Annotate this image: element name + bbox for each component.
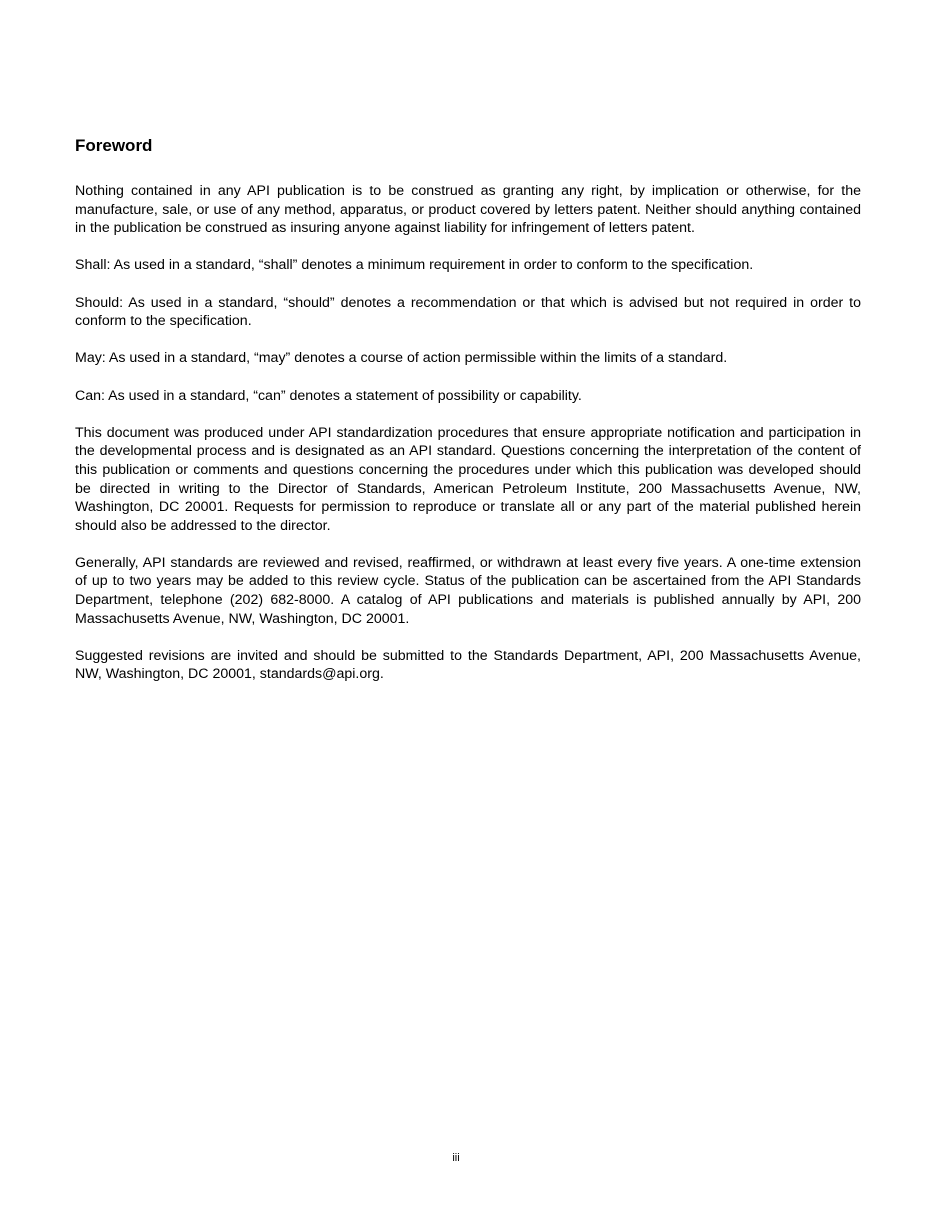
page-title: Foreword — [75, 136, 153, 155]
paragraph-may-definition: May: As used in a standard, “may” denotes a course of action permissible within the limits of a standard. — [75, 350, 728, 367]
paragraph-suggested-revisions: Suggested revisions are invited and should be submitted to the Standards Department, API, 200 Massachusetts Avenue, NW, Washington, DC 20001, standards@api.org. — [75, 647, 861, 683]
paragraph-shall-definition: Shall: As used in a standard, “shall” denotes a minimum requirement in order to conform to the specification. — [75, 257, 754, 274]
paragraph-can-definition: Can: As used in a standard, “can” denotes a statement of possibility or capability. — [75, 387, 582, 404]
document-body — [75, 135, 861, 703]
paragraph-patent-disclaimer: Nothing contained in any API publication is to be construed as granting any right, by implication or otherwise, for the manufacture, sale, or use of any method, apparatus, or product covered by letters patent. Neither should anything contained in the publication be construed as insuring anyone against liability for infringement of letters patent. — [75, 183, 861, 237]
paragraph-standardization-procedures: This document was produced under API standardization procedures that ensure appropriate notification and participation in the developmental process and is designated as an API standard. Questions concerning the interpretation of the content of this publication or comments and questions concerning the procedures under which this publication was developed should be directed in writing to the Director of Standards, American Petroleum Institute, 200 Massachusetts Avenue, NW, Washington, DC 20001. Requests for permission to reproduce or translate all or any part of the material published herein should also be addressed to the director. — [75, 424, 861, 534]
paragraph-should-definition: Should: As used in a standard, “should” denotes a recommendation or that which is advised but not required in order to conform to the specification. — [75, 294, 861, 330]
paragraph-review-cycle: Generally, API standards are reviewed and revised, reaffirmed, or withdrawn at least every five years. A one-time extension of up to two years may be added to this review cycle. Status of the publication can be ascertained from the API Standards Department, telephone (202) 682-8000. A catalog of API publications and materials is published annually by API, 200 Massachusetts Avenue, NW, Washington, DC 20001. — [75, 554, 861, 627]
page-number: iii — [452, 1152, 460, 1164]
